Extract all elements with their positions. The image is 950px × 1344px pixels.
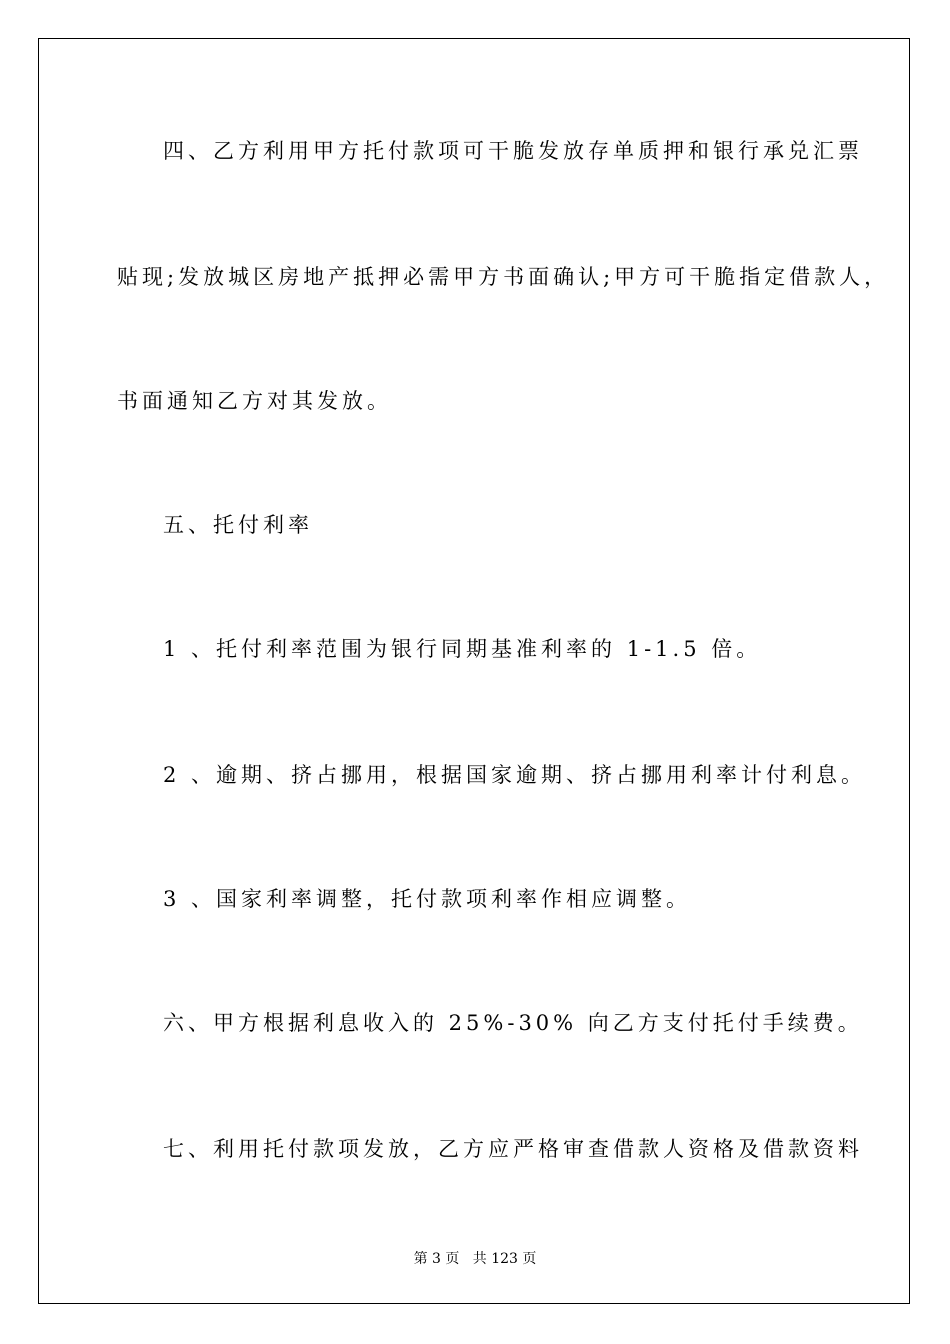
paragraph-4-line-2: 贴现;发放城区房地产抵押必需甲方书面确认;甲方可干脆指定借款人， <box>117 265 890 289</box>
paragraph-6: 六、甲方根据利息收入的 25%-30% 向乙方支付托付手续费。 <box>163 1011 863 1035</box>
page-border <box>38 38 910 1304</box>
paragraph-7-line-1: 七、利用托付款项发放，乙方应严格审查借款人资格及借款资料 <box>163 1137 863 1161</box>
section-5-heading: 五、托付利率 <box>163 513 313 537</box>
item-3: 3 、国家利率调整，托付款项利率作相应调整。 <box>163 887 692 911</box>
page-footer: 第 3 页 共 123 页 <box>413 1251 537 1267</box>
paragraph-4-line-1: 四、乙方利用甲方托付款项可干脆发放存单质押和银行承兑汇票 <box>163 139 863 163</box>
item-2: 2 、逾期、挤占挪用，根据国家逾期、挤占挪用利率计付利息。 <box>163 763 867 787</box>
item-1: 1 、托付利率范围为银行同期基准利率的 1-1.5 倍。 <box>163 637 762 661</box>
paragraph-4-line-3: 书面通知乙方对其发放。 <box>117 389 392 413</box>
